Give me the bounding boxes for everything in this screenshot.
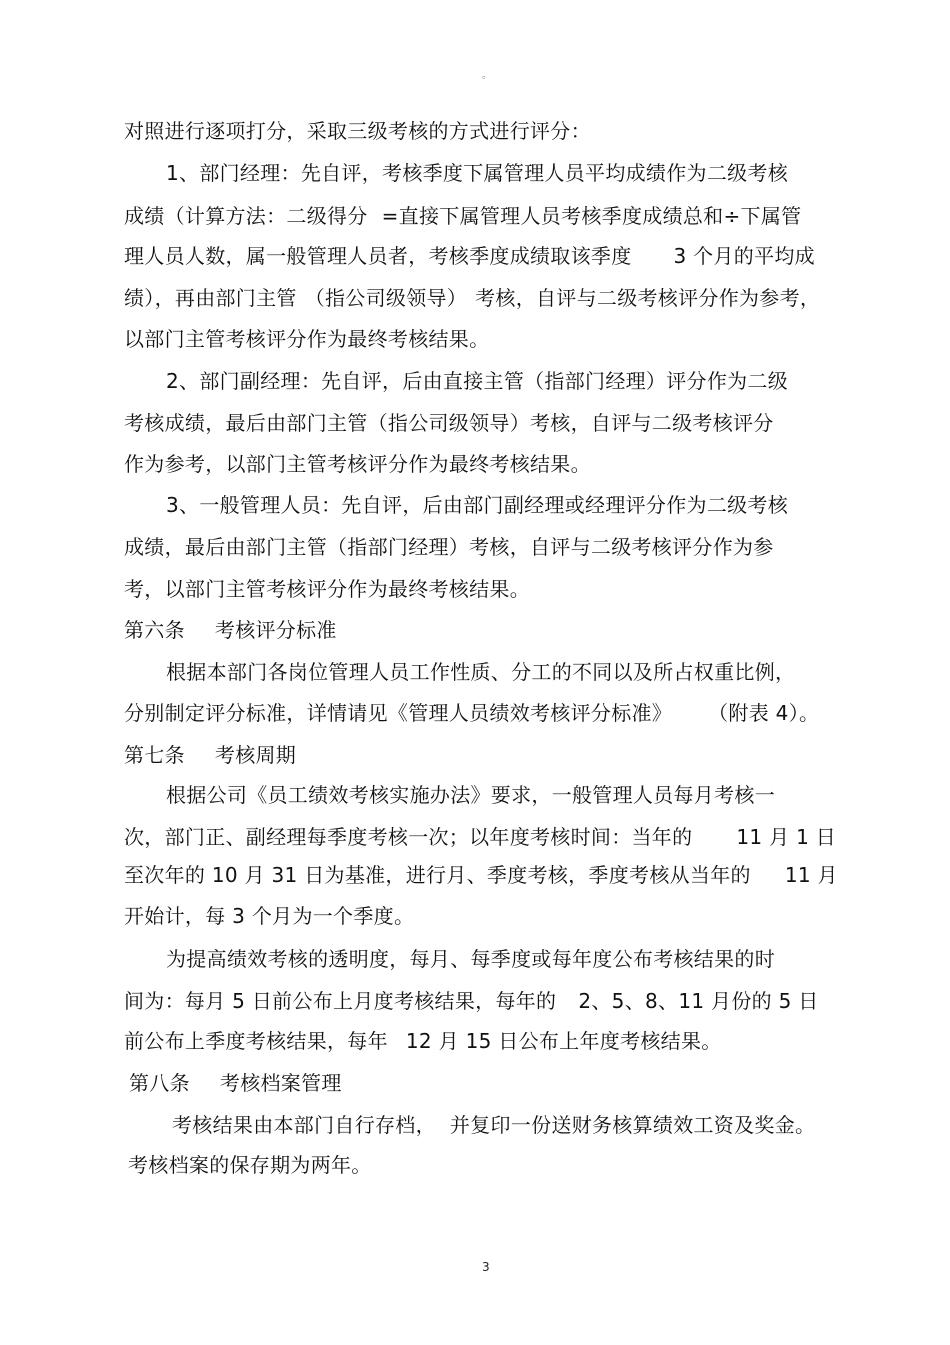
- paragraph-line: [124, 862, 838, 888]
- article-title: 考核评分标准: [214, 618, 337, 642]
- text-run: 1、部门经理：先自评，考核季度下属管理人员平均成绩作为二级考核: [166, 161, 789, 185]
- paragraph-line: [124, 700, 819, 726]
- text-run: 为提高绩效考核的透明度，每月、每季度或每年度公布考核结果的时: [166, 947, 775, 971]
- paragraph-line: [124, 410, 774, 436]
- text-run: 分别制定评分标准，详情请见《管理人员绩效考核评分标准》: [124, 701, 673, 725]
- paragraph-line: [124, 285, 820, 311]
- paragraph-line: [172, 1112, 815, 1138]
- text-run: 间为：每月 5 日前公布上月度考核结果，每年的: [124, 989, 557, 1013]
- text-run: 11 月 1 日: [736, 825, 837, 849]
- paragraph-line: [124, 534, 774, 560]
- paragraph-line: [166, 659, 795, 685]
- text-run: 根据本部门各岗位管理人员工作性质、分工的不同以及所占权重比例，: [166, 660, 796, 684]
- text-run: 作为参考，以部门主管考核评分作为最终考核结果。: [124, 452, 591, 476]
- paragraph-line: [124, 326, 489, 352]
- article-number: 第八条: [129, 1071, 190, 1095]
- text-run: 12 月 15 日公布上年度考核结果。: [405, 1029, 722, 1053]
- paragraph-line: [124, 576, 530, 602]
- text-run: 开始计，每 3 个月为一个季度。: [124, 904, 415, 928]
- text-run: =直接下属管理人员考核季度成绩总和÷下属管: [381, 204, 802, 228]
- text-run: 并复印一份送财务核算绩效工资及奖金。: [449, 1113, 816, 1137]
- paragraph-line: [124, 1028, 722, 1054]
- text-run: 对照进行逐项打分，采取三级考核的方式进行评分：: [124, 119, 591, 143]
- text-run: 根据公司《员工绩效考核实施办法》要求，一般管理人员每月考核一: [166, 783, 775, 807]
- paragraph-line: [124, 203, 801, 229]
- paragraph-line: [166, 160, 788, 186]
- text-run: 考核成绩，最后由部门主管（指公司级领导）考核，自评与二级考核评分: [124, 411, 774, 435]
- text-run: （指公司级领导）: [304, 286, 468, 310]
- text-run: 考核结果由本部门自行存档，: [172, 1113, 436, 1137]
- paragraph-line: [166, 946, 775, 972]
- text-run: 考核档案的保存期为两年。: [128, 1153, 372, 1177]
- text-run: 次，部门正、副经理每季度考核一次；以年度考核时间：当年的: [124, 825, 693, 849]
- text-run: 2、5、8、11 月份的 5 日: [578, 989, 819, 1013]
- text-run: 成绩，最后由部门主管（指部门经理）考核，自评与二级考核评分作为参: [124, 535, 774, 559]
- paragraph-line: [124, 243, 815, 269]
- article-number: 第七条: [124, 743, 185, 767]
- text-run: 考，以部门主管考核评分作为最终考核结果。: [124, 577, 530, 601]
- text-run: 绩），再由部门主管: [124, 286, 297, 310]
- text-run: 前公布上季度考核结果，每年: [124, 1029, 388, 1053]
- text-run: （附表 4）。: [708, 701, 820, 725]
- paragraph-line: [166, 492, 788, 518]
- paragraph-line: [124, 824, 836, 850]
- text-run: 理人员人数，属一般管理人员者，考核季度成绩取该季度: [124, 244, 632, 268]
- paragraph-line: [124, 988, 819, 1014]
- paragraph-line: [124, 118, 591, 144]
- paragraph-line: [128, 1152, 372, 1178]
- text-run: 至次年的 10 月 31 日为基准，进行月、季度考核，季度考核从当年的: [124, 863, 751, 887]
- text-run: 11 月: [784, 863, 838, 887]
- text-run: 3 个月的平均成: [673, 244, 815, 268]
- paragraph-line: [166, 782, 775, 808]
- header-mark: 。: [482, 70, 492, 81]
- article-title: 考核周期: [214, 743, 297, 767]
- section-heading: [124, 742, 296, 768]
- paragraph-line: [124, 451, 591, 477]
- paragraph-line: [124, 903, 414, 929]
- text-run: 考核，自评与二级考核评分作为参考，: [475, 286, 821, 310]
- paragraph-line: [166, 368, 788, 394]
- text-run: 3、一般管理人员：先自评，后由部门副经理或经理评分作为二级考核: [166, 493, 789, 517]
- text-run: 以部门主管考核评分作为最终考核结果。: [124, 327, 490, 351]
- text-run: 2、部门副经理：先自评，后由直接主管（指部门经理）评分作为二级: [166, 369, 789, 393]
- page-number: 3: [482, 1260, 490, 1274]
- section-heading: [129, 1070, 342, 1096]
- article-number: 第六条: [124, 618, 185, 642]
- article-title: 考核档案管理: [219, 1071, 342, 1095]
- section-heading: [124, 617, 337, 643]
- text-run: 成绩（计算方法：二级得分: [124, 204, 368, 228]
